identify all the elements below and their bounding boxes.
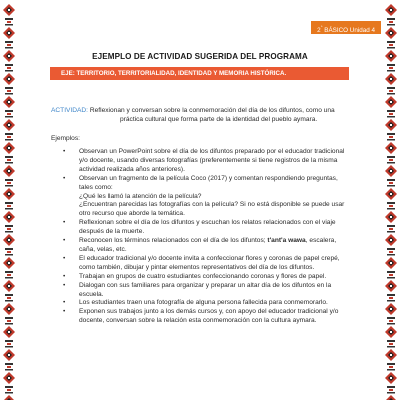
list-item-line: docente, conversan sobre la relación esta conmemoración con la cultura aymara. xyxy=(79,317,317,325)
grade-unit-badge: 2° BÁSICO Unidad 4 xyxy=(311,21,381,34)
list-item-line: y/o docente, usando diversas fotografías (preferentemente si tiene registros de la misma xyxy=(79,156,338,164)
bullet-icon: • xyxy=(63,219,66,227)
activity-description xyxy=(51,106,356,124)
list-item-line: tales como: xyxy=(79,183,113,191)
bullet-icon: • xyxy=(63,254,66,262)
list-item xyxy=(51,255,357,273)
list-item-question: ¿Encuentran parecidas las fotografías con la película? Si no está disponible se puede usar xyxy=(79,201,345,209)
list-item-line: Observan un PowerPoint sobre el día de los difuntos preparado por el educador tradicional xyxy=(79,148,345,155)
list-item-line xyxy=(79,237,357,246)
list-item-term: t'ant'a wawa xyxy=(267,237,306,245)
list-item-line: Los estudiantes traen una fotografía de alguna persona fallecida para conmemorarlo. xyxy=(79,299,328,307)
list-item xyxy=(51,237,357,255)
list-item xyxy=(51,308,357,326)
list-item-text: Reconocen los términos relacionados con el día de los difuntos; xyxy=(79,237,268,245)
list-item xyxy=(51,273,357,282)
list-item xyxy=(51,148,357,175)
examples-heading: Ejemplos: xyxy=(51,135,80,142)
list-item-line: Dialogan con sus familiares para organizar y preparar un altar día de los difuntos en la xyxy=(79,281,332,289)
list-item-line: caña, velas, etc. xyxy=(79,245,127,253)
list-item-line: actividad realizada años anteriores). xyxy=(79,165,185,173)
bullet-icon: • xyxy=(63,281,66,289)
list-item-line: Exponen sus trabajos junto a los demás cursos y, con apoyo del educador tradicional y/o xyxy=(79,308,339,316)
list-item-question: ¿Qué les llamó la atención de la película? xyxy=(79,192,202,200)
bullet-icon: • xyxy=(63,308,66,316)
activity-text-line1: Reflexionan y conversan sobre la conmemoración del día de los difuntos, como una xyxy=(88,107,335,114)
list-item-line: escuela. xyxy=(79,290,104,298)
list-item xyxy=(51,219,357,237)
page-title: EJEMPLO DE ACTIVIDAD SUGERIDA DEL PROGRAMA xyxy=(92,52,308,61)
activity-label: ACTIVIDAD: xyxy=(51,107,89,114)
list-item-line: Observan un fragmento de la película Coco (2017) y comentan respondiendo preguntas, xyxy=(79,174,338,182)
bullet-icon: • xyxy=(63,299,66,307)
list-item xyxy=(51,299,357,308)
list-item-question: otro recurso que aborde la temática. xyxy=(79,210,185,218)
list-item-line: como también, dibujar y pintar elementos representativos del día de los difuntos. xyxy=(79,263,315,271)
list-item-line: Trabajan en grupos de cuatro estudiantes confeccionando coronas y flores de papel. xyxy=(79,272,327,280)
examples-list xyxy=(51,148,357,326)
list-item xyxy=(51,175,357,220)
bullet-icon: • xyxy=(63,148,66,155)
list-item-line: El educador tradicional y/o docente invita a confeccionar flores y coronas de papel crepé, xyxy=(79,254,340,262)
bullet-icon: • xyxy=(63,237,66,245)
list-item-line: Reflexionan sobre el día de los difuntos y escuchan los relatos relacionados con el viaje xyxy=(79,219,336,227)
bullet-icon: • xyxy=(63,272,66,280)
list-item-text: , escalera, xyxy=(305,237,337,245)
bullet-icon: • xyxy=(63,174,66,182)
axis-banner: EJE: TERRITORIO, TERRITORIALIDAD, IDENTIDAD Y MEMORIA HISTÓRICA. xyxy=(50,67,349,80)
list-item xyxy=(51,282,357,300)
activity-text-line2: práctica cultural que forma parte de la identidad del pueblo aymara. xyxy=(120,116,318,123)
list-item-line: después de la muerte. xyxy=(79,228,145,236)
